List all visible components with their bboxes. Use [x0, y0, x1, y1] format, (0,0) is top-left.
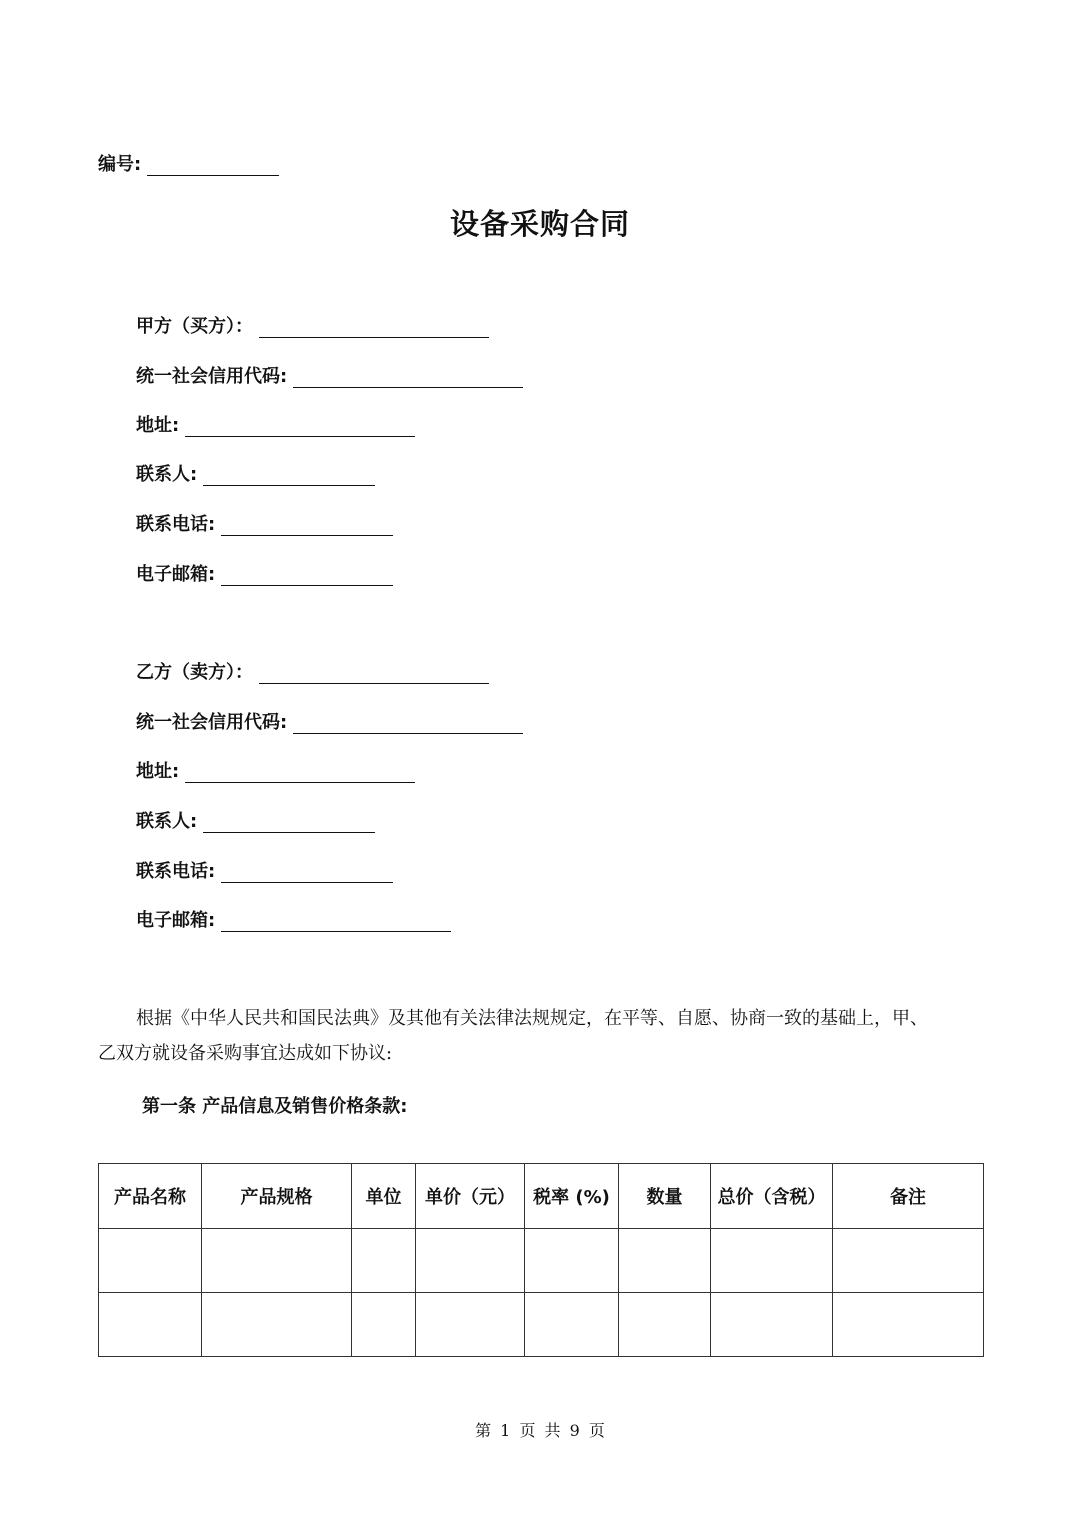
party-b-phone-blank[interactable] [221, 862, 393, 883]
party-b-address-row [136, 757, 415, 783]
table-cell[interactable] [711, 1229, 833, 1293]
table-cell[interactable] [711, 1293, 833, 1357]
party-a-address-row [136, 411, 415, 437]
party-a-contact-row [136, 460, 375, 486]
table-cell[interactable] [416, 1229, 525, 1293]
party-b-credit-code-blank[interactable] [293, 713, 523, 734]
table-cell[interactable] [202, 1293, 352, 1357]
table-cell[interactable] [416, 1293, 525, 1357]
party-a-phone-label: 联系电话: [136, 514, 216, 535]
party-b-credit-code-row [136, 708, 523, 734]
table-cell[interactable] [99, 1229, 202, 1293]
table-cell[interactable] [352, 1229, 416, 1293]
table-cell[interactable] [525, 1293, 619, 1357]
party-a-credit-code-row [136, 362, 523, 388]
column-header: 总价（含税） [711, 1164, 833, 1229]
table-cell[interactable] [525, 1229, 619, 1293]
table-cell[interactable] [619, 1293, 711, 1357]
clause-1-title: 第一条 产品信息及销售价格条款: [142, 1096, 408, 1117]
party-b-email-row [136, 906, 451, 932]
party-a-credit-code-blank[interactable] [293, 367, 523, 388]
column-header: 单位 [352, 1164, 416, 1229]
table-cell[interactable] [99, 1293, 202, 1357]
party-b-phone-label: 联系电话: [136, 861, 216, 882]
contract-number-label: 编号: [98, 154, 142, 175]
party-a-heading-row [136, 312, 489, 338]
party-b-heading: 乙方（卖方）： [136, 662, 253, 683]
party-b-contact-blank[interactable] [203, 812, 375, 833]
party-b-contact-label: 联系人: [136, 811, 198, 832]
party-a-contact-label: 联系人: [136, 464, 198, 485]
party-b-contact-row [136, 807, 375, 833]
party-a-name-blank[interactable] [259, 317, 489, 338]
table-cell[interactable] [619, 1229, 711, 1293]
party-b-credit-code-label: 统一社会信用代码: [136, 712, 288, 733]
party-b-phone-row [136, 857, 393, 883]
table-cell[interactable] [833, 1229, 984, 1293]
page-number: 第 1 页 共 9 页 [475, 1421, 605, 1440]
table-cell[interactable] [352, 1293, 416, 1357]
party-b-heading-row [136, 658, 489, 684]
table-row [99, 1229, 984, 1293]
preamble-line-1: 根据《中华人民共和国民法典》及其他有关法律法规规定，在平等、自愿、协商一致的基础上，甲、 [136, 1008, 928, 1029]
party-a-heading: 甲方（买方）： [136, 316, 253, 337]
party-b-address-blank[interactable] [185, 762, 415, 783]
table-cell[interactable] [202, 1229, 352, 1293]
party-b-email-blank[interactable] [221, 911, 451, 932]
table-cell[interactable] [833, 1293, 984, 1357]
party-a-phone-row [136, 510, 393, 536]
party-a-contact-blank[interactable] [203, 465, 375, 486]
party-a-address-label: 地址: [136, 415, 180, 436]
product-price-table [98, 1163, 984, 1357]
column-header: 产品规格 [202, 1164, 352, 1229]
party-a-email-label: 电子邮箱: [136, 564, 216, 585]
page-title: 设备采购合同 [449, 207, 630, 241]
contract-number-blank[interactable] [147, 155, 279, 176]
party-a-address-blank[interactable] [185, 416, 415, 437]
party-a-phone-blank[interactable] [221, 515, 393, 536]
party-b-email-label: 电子邮箱: [136, 910, 216, 931]
column-header: 数量 [619, 1164, 711, 1229]
party-a-email-blank[interactable] [221, 565, 393, 586]
party-b-name-blank[interactable] [259, 663, 489, 684]
column-header: 税率 (%) [525, 1164, 619, 1229]
table-header-row [99, 1164, 984, 1229]
party-b-address-label: 地址: [136, 761, 180, 782]
column-header: 产品名称 [99, 1164, 202, 1229]
column-header: 备注 [833, 1164, 984, 1229]
column-header: 单价（元） [416, 1164, 525, 1229]
preamble-line-2: 乙双方就设备采购事宜达成如下协议: [98, 1043, 393, 1064]
party-a-email-row [136, 560, 393, 586]
table-row [99, 1293, 984, 1357]
contract-number-row [98, 150, 279, 176]
party-a-credit-code-label: 统一社会信用代码: [136, 366, 288, 387]
